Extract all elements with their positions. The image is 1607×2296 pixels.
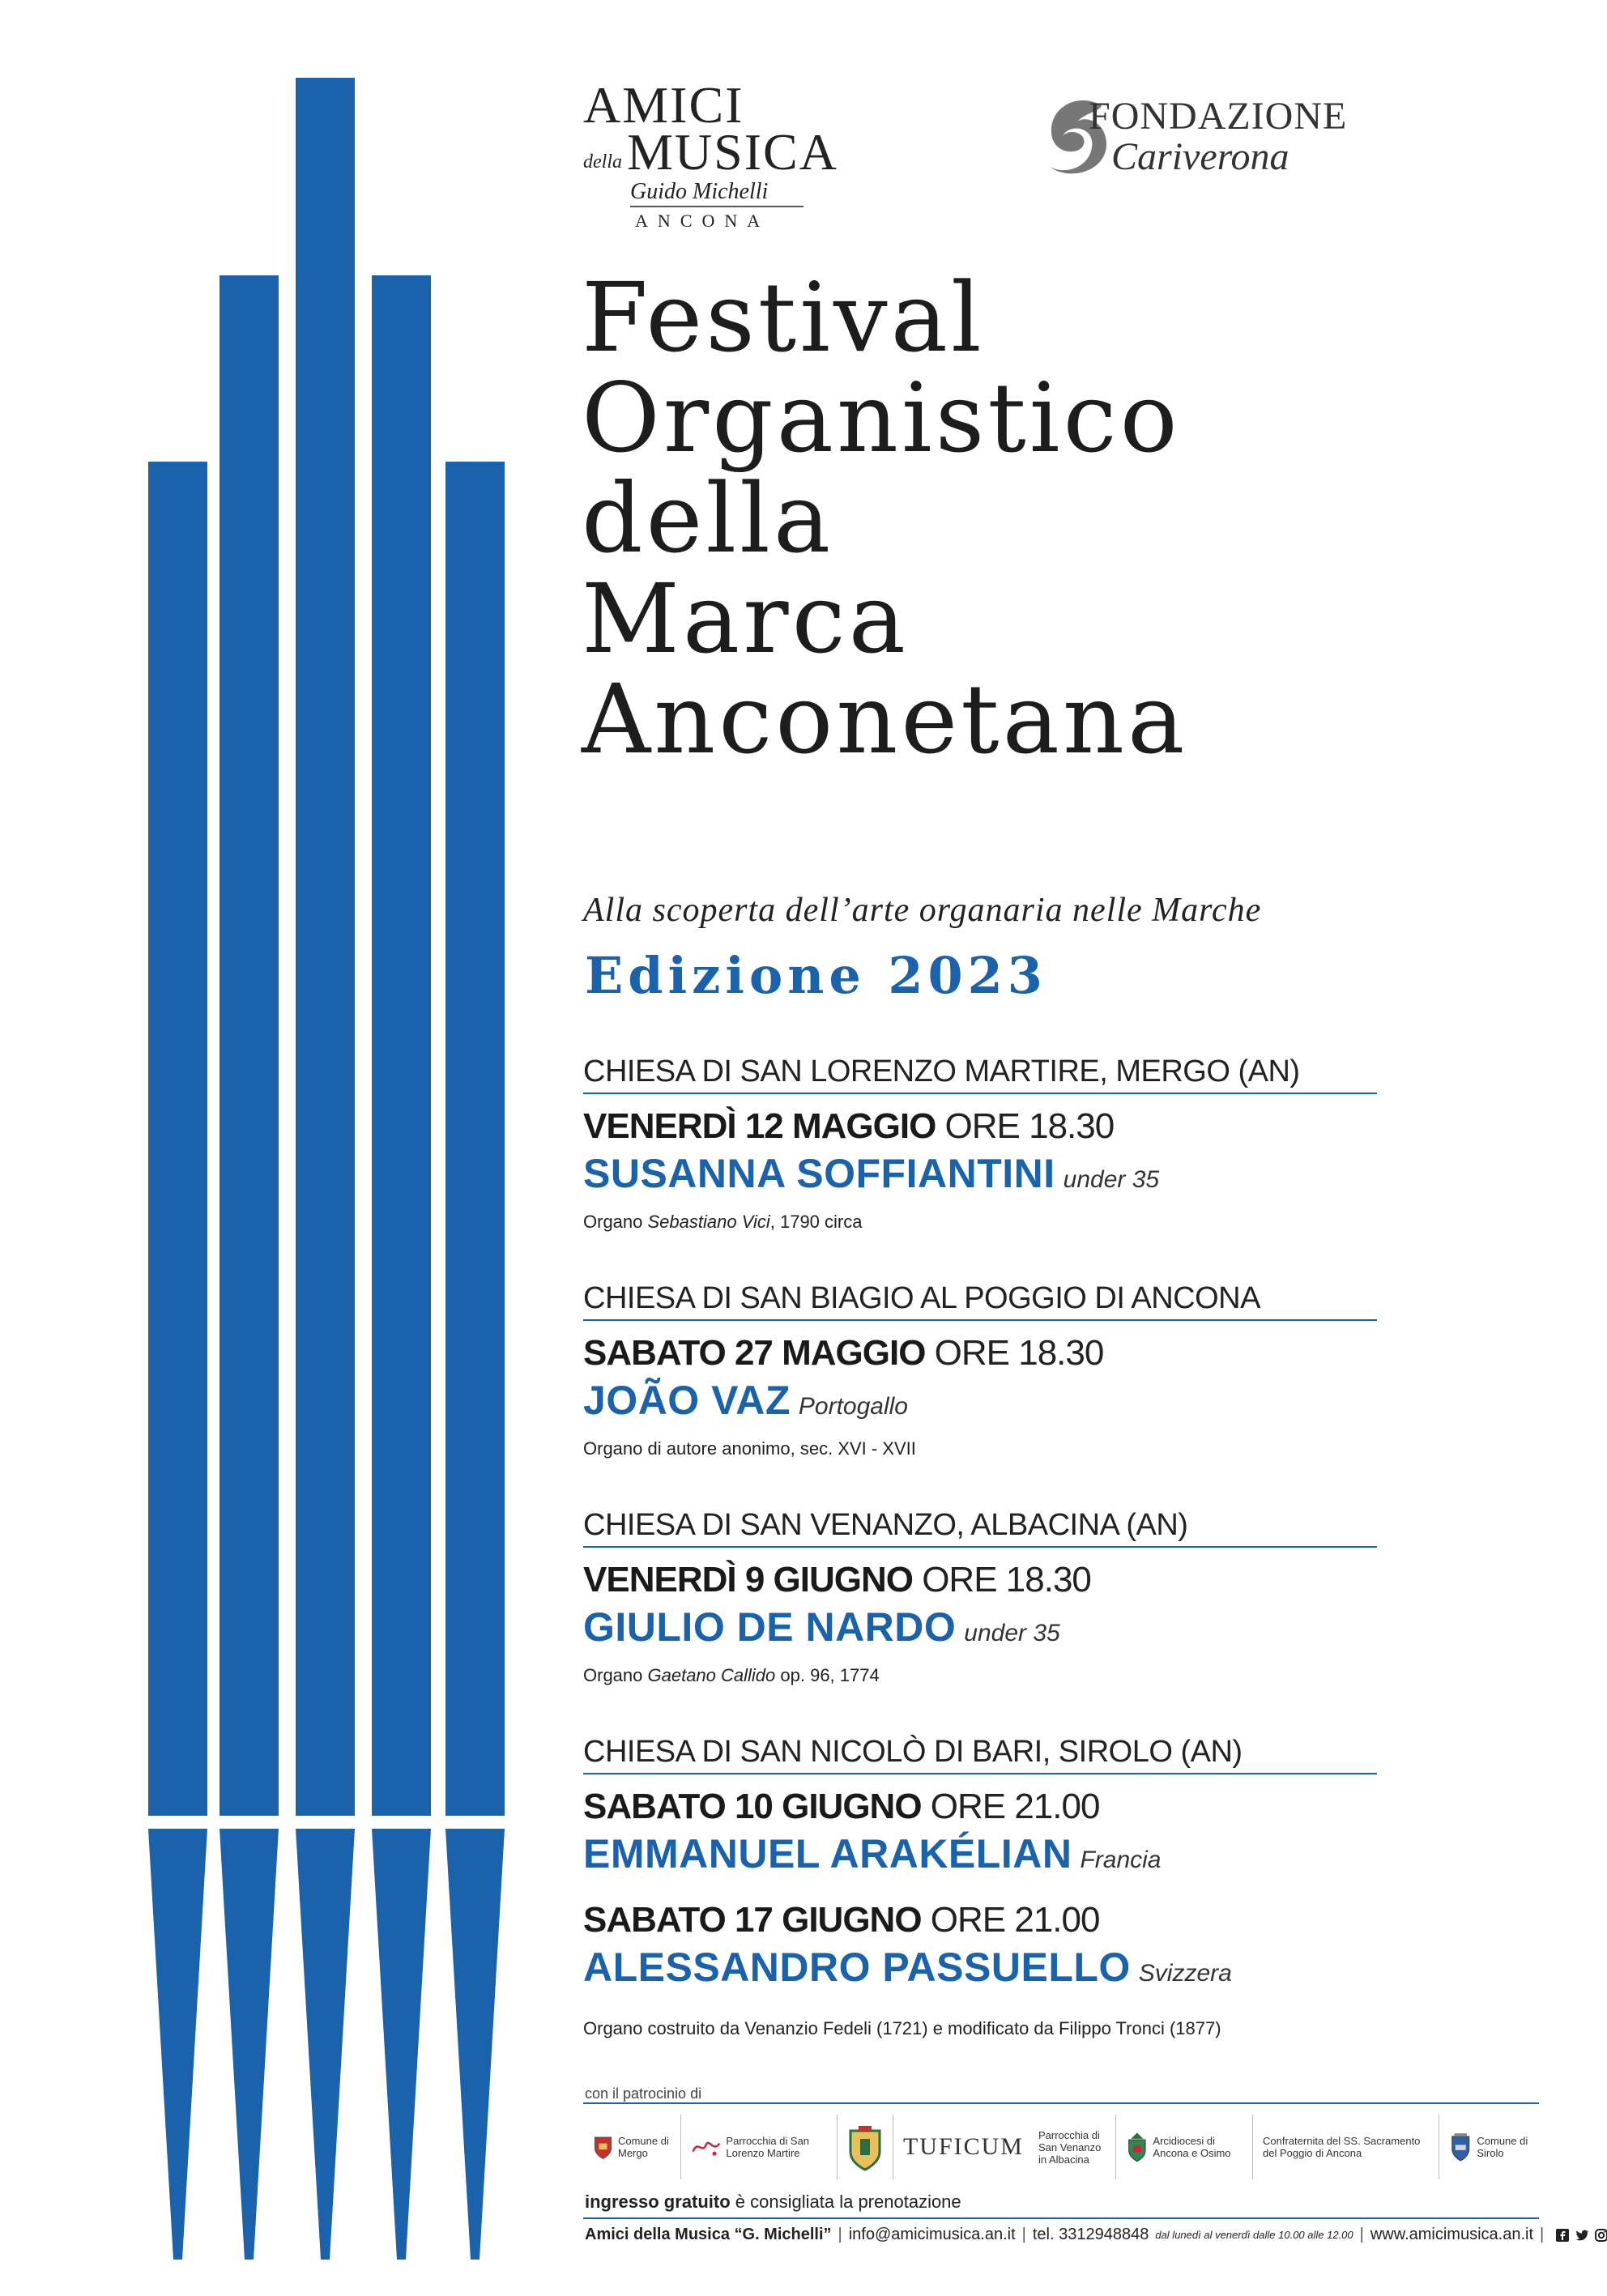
time-text: ORE 21.00 [930,1900,1100,1940]
organ-text: , 1790 circa [769,1212,863,1232]
artist-note: under 35 [964,1620,1060,1646]
date-text: VENERDÌ 9 GIUGNO [583,1560,913,1600]
separator: | [838,2226,842,2243]
organ-description [583,1665,880,1686]
contact-bar [585,2226,1607,2244]
organ-pipe-foot [372,1829,431,2260]
bishop-crest-icon [1126,2123,1149,2171]
artist-name: SUSANNA SOFFIANTINI [583,1151,1055,1196]
venue-heading: CHIESA DI SAN BIAGIO AL POGGIO DI ANCONA [583,1281,1377,1321]
sponsor-text: Arcidiocesi di Ancona e Osimo [1153,2135,1231,2159]
artist-line [583,1377,908,1424]
logo-ancona-text: ANCONA [635,211,770,231]
entry-booking-text: è consigliata la prenotazione [730,2192,961,2212]
concert-date [583,1560,1091,1600]
divider [583,2217,1539,2219]
date-text: VENERDÌ 12 MAGGIO [583,1106,936,1146]
sponsor-logo [1116,2115,1253,2179]
red-script-icon [691,2127,722,2167]
organ-text: Organo di autore anonimo, sec. XVI - XVII [583,1438,916,1459]
organ-text: op. 96, 1774 [775,1665,880,1685]
organ-description [583,2018,1221,2039]
sponsor-text: Parrocchia di San Venanzo in Albacina [1038,2128,1102,2166]
website-link[interactable]: www.amicimusica.an.it [1370,2226,1534,2243]
church-crest-icon [847,2123,883,2171]
festival-title [582,262,1188,775]
artist-line [583,1830,1161,1877]
twitter-icon[interactable] [1575,2228,1589,2243]
concert-date [583,1333,1103,1374]
organ-pipes-graphic [0,0,567,2296]
sponsor-logo [681,2115,838,2179]
separator: | [1540,2226,1545,2243]
artist-name: GIULIO DE NARDO [583,1604,957,1650]
organ-pipe-foot [296,1829,355,2260]
edition-label: Edizione 2023 [585,946,1047,1005]
organ-pipe-foot [445,1829,505,2260]
venue-heading: CHIESA DI SAN LORENZO MARTIRE, MERGO (AN) [583,1054,1377,1094]
logo-della-text: della [583,151,622,173]
logo-fondazione-text: FONDAZIONE [1089,95,1348,138]
patrocinio-label: con il patrocinio di [585,2085,702,2102]
organ-pipe-foot [148,1829,207,2260]
divider [583,2102,1539,2104]
sponsor-text: Comune di Sirolo [1477,2135,1528,2159]
concert-date [583,1900,1099,1940]
logo-cariverona-text: Cariverona [1111,135,1289,178]
date-text: SABATO 10 GIUGNO [583,1787,922,1826]
logo-amici-text: AMICI [583,76,744,134]
organ-text: Organo [583,1665,648,1685]
venue-heading: CHIESA DI SAN NICOLÒ DI BARI, SIROLO (AN) [583,1735,1377,1774]
festival-subtitle: Alla scoperta dell’arte organaria nelle Marche [583,892,1262,929]
organ-description [583,1212,862,1233]
time-text: ORE 18.30 [922,1560,1091,1600]
organ-pipe [372,275,431,1816]
sponsor-logo [893,2115,1116,2179]
artist-name: JOÃO VAZ [583,1378,791,1423]
email-link[interactable]: info@amicimusica.an.it [848,2226,1016,2243]
venue-heading: CHIESA DI SAN VENANZO, ALBACINA (AN) [583,1508,1377,1548]
organ-text: Organo costruito da Venanzio Fedeli (1721) e modificato da Filippo Tronci (1877) [583,2018,1221,2038]
sponsor-logo [583,2115,681,2179]
sponsor-text: Confraternita del SS. Sacramento del Poggio di Ancona [1263,2135,1421,2159]
artist-note: Portogallo [798,1393,908,1420]
entry-free-text: ingresso gratuito [585,2192,731,2212]
organizer-name: Amici della Musica “G. Michelli” [585,2226,832,2243]
artist-line [583,1604,1060,1651]
separator: | [1359,2226,1364,2243]
entry-info [585,2192,961,2213]
date-text: SABATO 27 MAGGIO [583,1333,926,1373]
artist-note: under 35 [1063,1166,1160,1193]
instagram-icon[interactable] [1594,2228,1607,2243]
time-text: ORE 18.30 [944,1106,1115,1146]
artist-note: Svizzera [1138,1960,1232,1987]
artist-name: ALESSANDRO PASSUELLO [583,1945,1131,1990]
crest-icon [593,2127,613,2167]
time-text: ORE 21.00 [930,1787,1100,1826]
organ-description [583,1438,916,1459]
facebook-icon[interactable] [1555,2228,1570,2243]
phone-number[interactable]: tel. 3312948848 [1032,2226,1149,2243]
title-line: Marca [582,563,910,675]
artist-line [583,1944,1232,1991]
organ-builder: Sebastiano Vici [647,1212,770,1232]
organ-pipe [148,462,207,1816]
sponsor-logo [838,2115,893,2179]
logo-musica-text: MUSICA [627,123,838,181]
sponsor-text: Comune di Mergo [617,2135,669,2159]
tuficum-logo: TUFICUM [902,2133,1024,2160]
town-crest-icon [1449,2124,1473,2170]
date-text: SABATO 17 GIUGNO [583,1900,922,1940]
concert-date [583,1787,1099,1827]
title-line: Anconetana [582,663,1188,775]
artist-name: EMMANUEL ARAKÉLIAN [583,1831,1072,1876]
organ-pipe [296,78,355,1816]
office-hours: dal lunedì al venerdì dalle 10.00 alle 12.00 [1155,2229,1353,2241]
title-line: della [582,462,834,574]
logo-guido-michelli-text: Guido Michelli [630,178,804,207]
sponsor-logo [1439,2115,1539,2179]
organ-builder: Gaetano Callido [647,1665,776,1685]
organ-pipe-foot [220,1829,279,2260]
title-line: Festival [582,262,985,373]
amici-della-musica-logo [583,76,838,235]
concert-date [583,1106,1114,1147]
title-line: Organistico [582,362,1181,474]
organ-pipe [445,462,505,1816]
sponsor-logo [1253,2115,1439,2179]
sponsor-logos [583,2111,1539,2183]
organ-text: Organo [583,1212,648,1232]
separator: | [1021,2226,1026,2243]
artist-line [583,1150,1159,1197]
organ-pipe [220,275,279,1816]
sponsor-text: Parrocchia di San Lorenzo Martire [726,2135,810,2159]
time-text: ORE 18.30 [934,1333,1104,1373]
artist-note: Francia [1080,1847,1162,1873]
